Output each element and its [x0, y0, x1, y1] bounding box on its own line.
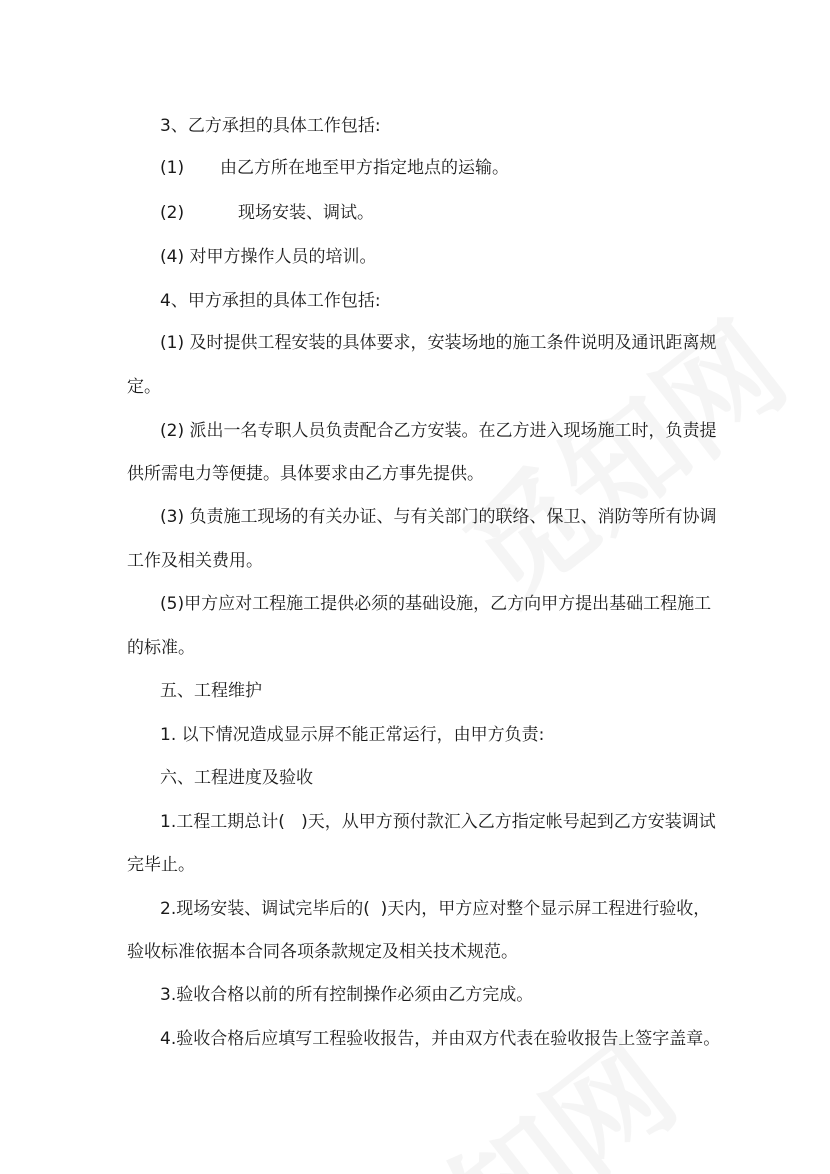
list-item-number: (2): [160, 203, 185, 223]
paragraph-line: (5)甲方应对工程施工提供必须的基础设施，乙方向甲方提出基础工程施工: [160, 594, 712, 614]
section-heading: 五、工程维护: [160, 681, 262, 701]
list-item: (4) 对甲方操作人员的培训。: [160, 247, 377, 267]
watermark: [315, 997, 705, 1174]
paragraph-line: 工作及相关费用。: [127, 551, 263, 571]
paragraph-line: (2) 派出一名专职人员负责配合乙方安装。在乙方进入现场施工时，负责提: [160, 421, 717, 441]
section-heading: 六、工程进度及验收: [160, 768, 313, 788]
watermark: [425, 277, 815, 634]
list-item-text: 由乙方所在地至甲方指定地点的运输。: [220, 158, 509, 178]
paragraph-line: 1. 以下情况造成显示屏不能正常运行，由甲方负责:: [160, 725, 545, 745]
list-item-number: (1): [160, 158, 185, 178]
paragraph-line: 定。: [127, 377, 161, 397]
list-item-text: 现场安装、调试。: [238, 203, 374, 223]
section-heading: 4、甲方承担的具体工作包括:: [160, 291, 381, 311]
paragraph-line: 验收标准依据本合同各项条款规定及相关技术规范。: [127, 942, 518, 962]
section-heading: 3、乙方承担的具体工作包括:: [160, 116, 381, 136]
paragraph-line: (3) 负责施工现场的有关办证、与有关部门的联络、保卫、消防等所有协调: [160, 507, 717, 527]
paragraph-line: 供所需电力等便捷。具体要求由乙方事先提供。: [127, 464, 484, 484]
paragraph-line: 2.现场安装、调试完毕后的( )天内，甲方应对整个显示屏工程进行验收，: [160, 899, 711, 919]
paragraph-line: 3.验收合格以前的所有控制操作必须由乙方完成。: [160, 985, 534, 1005]
paragraph-line: 4.验收合格后应填写工程验收报告，并由双方代表在验收报告上签字盖章。: [160, 1029, 721, 1049]
paragraph-line: 完毕止。: [127, 855, 195, 875]
paragraph-line: 1.工程工期总计( )天，从甲方预付款汇入乙方指定帐号起到乙方安装调试: [160, 812, 716, 832]
paragraph-line: (1) 及时提供工程安装的具体要求，安装场地的施工条件说明及通讯距离规: [160, 333, 717, 353]
paragraph-line: 的标准。: [127, 638, 195, 658]
